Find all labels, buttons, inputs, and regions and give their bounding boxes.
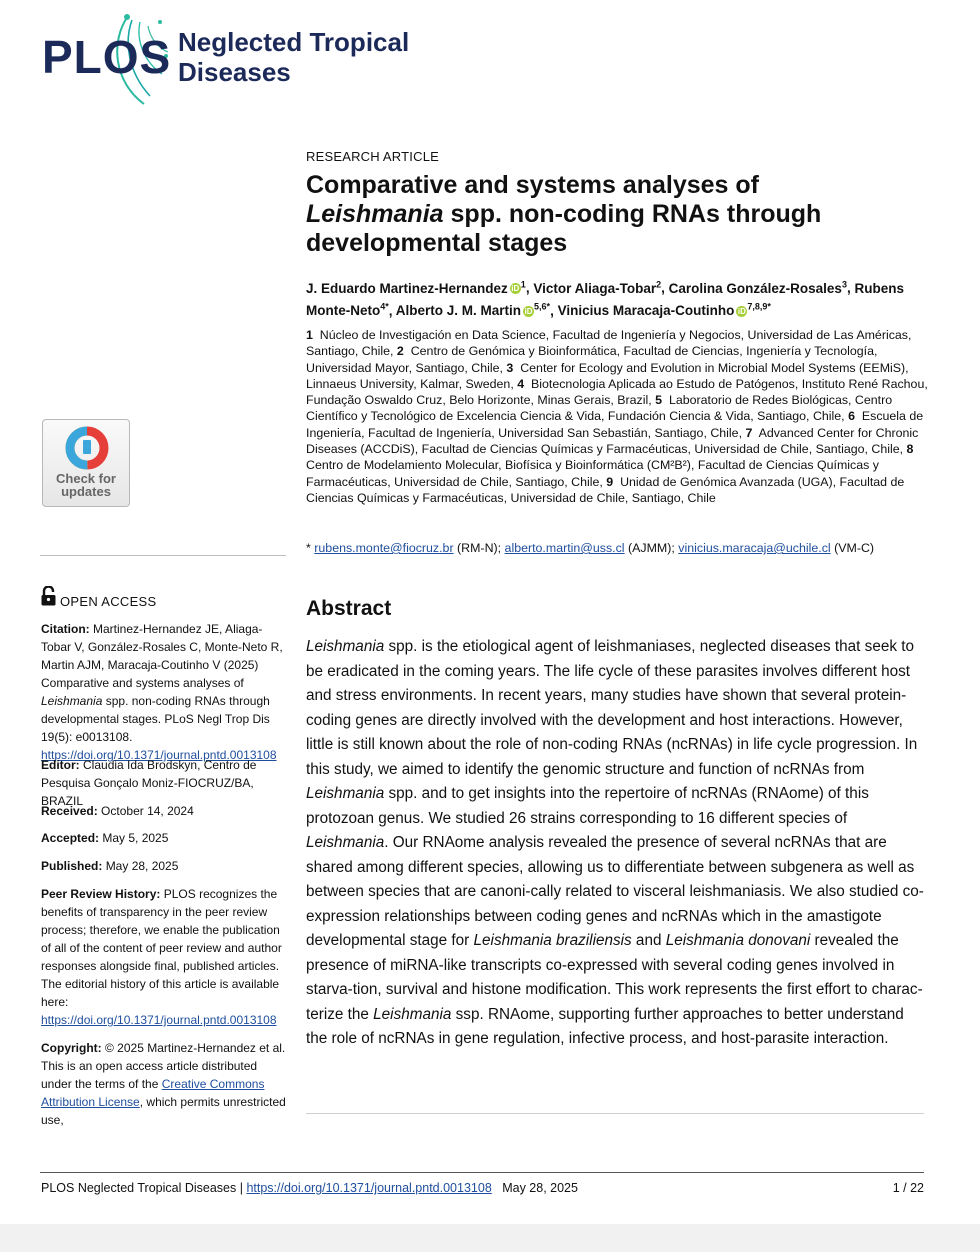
citation-text2: spp. non-coding RNAs through developmental stages. PLoS Negl Trop Dis 19(5): e0013108. <box>41 694 270 744</box>
accepted-label: Accepted: <box>41 831 100 845</box>
abstract-italic: Leishmania <box>306 785 385 802</box>
email-link-2[interactable]: alberto.martin@uss.cl <box>504 541 625 555</box>
abstract-body <box>306 635 926 1052</box>
citation-doi-link[interactable]: https://doi.org/10.1371/journal.pntd.0013108 <box>41 748 277 762</box>
affiliation-number: 9 <box>606 474 614 489</box>
peer-review-block <box>41 885 287 1029</box>
affiliation-number: 4 <box>517 376 525 391</box>
viewer-bottom-band <box>0 1224 980 1252</box>
footer-journal: PLOS Neglected Tropical Diseases | <box>41 1181 243 1195</box>
copyright-label: Copyright: <box>41 1041 102 1055</box>
email-link-1[interactable]: rubens.monte@fiocruz.br <box>314 541 454 555</box>
corresp-who-1: (RM-N); <box>457 541 502 555</box>
author-5 <box>396 303 550 318</box>
citation-text1: Martinez-Hernandez JE, Aliaga-Tobar V, González-Rosales C, Monte-Neto R, Martin AJM, Maracaja-Coutinho V (2025) Comparative and systems analyses of <box>41 622 283 690</box>
affiliation-number: 6 <box>848 409 855 424</box>
affiliation-text: Laboratorio de Redes Biológicas, Centro Científico y Tecnológico de Excelencia Ciencia & Vida, Fundación Ciencia & Vida, Santiago, Chile, <box>306 393 893 424</box>
peer-review-text: PLOS recognizes the benefits of transparency in the peer review process; therefore, we enable the publication of all of the content of peer review and author responses alongside final, published articles. The editorial history of this article is available here: <box>41 887 282 1009</box>
left-divider <box>40 555 286 556</box>
plos-wordmark: PLOS <box>42 31 172 83</box>
abstract-italic: Leishmania braziliensis <box>473 932 632 949</box>
published-block <box>41 857 287 875</box>
citation-label: Citation: <box>41 622 90 636</box>
abstract-text: and <box>631 932 666 949</box>
author-affil-sup: 4* <box>380 301 389 312</box>
author-6 <box>558 303 771 318</box>
affiliation-text: Unidad de Genómica Avanzada (UGA), Facultad de Ciencias Químicas y Farmacéuticas, Universidad de Chile, Santiago, Chile <box>306 474 905 505</box>
affiliation-number: 5 <box>655 393 663 408</box>
check-for-updates-badge[interactable] <box>42 419 130 507</box>
abstract-text: ssp. RNAome, supporting further approaches to better understand the role of ncRNAs in gene regulation, infective process, and host-parasite interaction. <box>306 1005 904 1047</box>
article-type: RESEARCH ARTICLE <box>306 149 439 164</box>
affiliation-text: Núcleo de Investigación en Data Science, Facultad de Ingeniería y Negocios, Universidad de Las Américas, Santiago, Chile, <box>306 328 912 359</box>
abstract-text: revealed the presence of miRNA-like transcripts co-expressed with several coding genes involved in starva-tion, survival and histone modification. This work represents the first effort to charac-terize the <box>306 932 923 1023</box>
author-name: Rubens Monte-Neto <box>306 280 904 318</box>
crossmark-icon <box>65 426 109 470</box>
author-2 <box>533 281 661 296</box>
affiliation-text: Centro de Genómica y Bioinformática, Facultad de Ciencias, Ingeniería y Tecnología, Universidad Mayor, Santiago, Chile, <box>306 344 878 375</box>
copyright-text1: © 2025 Martinez-Hernandez et al. This is an open access article distributed under the terms of the <box>41 1041 286 1091</box>
abstract-italic: Leishmania <box>306 638 385 655</box>
affiliation-number: 2 <box>396 344 404 359</box>
copyright-block <box>41 1039 287 1129</box>
abstract-italic: Leishmania <box>373 1005 452 1023</box>
abstract-text: . Our RNAome analysis revealed the presence of several ncRNAs that are shared among different species, allowing us to differentiate between subgenera as well as between species that are canoni-cally related to visceral leishmaniasis. We also studied co-expression relationships between coding genes and ncRNAs which in the amastigote developmental stage for <box>306 834 924 949</box>
author-1 <box>306 281 526 296</box>
journal-name <box>178 27 409 87</box>
published-label: Published: <box>41 859 103 873</box>
title-part2: spp. non-coding RNAs through developmental stages <box>306 200 822 257</box>
citation-italic: Leishmania <box>41 694 103 708</box>
abstract-italic: Leishmania donovani <box>665 932 811 949</box>
copyright-text2: , which permits unrestricted use, <box>41 1095 286 1127</box>
affiliation-text: Biotecnologia Aplicada ao Estudo de Patógenos, Instituto René Rachou, Fundação Oswaldo Cruz, Belo Horizonte, Minas Gerais, Brazil, <box>306 376 928 408</box>
affiliation-number: 8 <box>906 442 914 457</box>
editor-label: Editor: <box>41 758 80 772</box>
affiliation-text: Advanced Center for Chronic Diseases (ACCDiS), Facultad de Ciencias Químicas y Farmacéuticas, Universidad de Chile, Santiago, Chile, <box>306 425 919 457</box>
orcid-icon[interactable]: iD <box>511 284 520 294</box>
journal-name-line2: Diseases <box>178 57 291 87</box>
abstract-divider <box>306 1113 924 1114</box>
received-block <box>41 802 287 820</box>
peer-review-link[interactable]: https://doi.org/10.1371/journal.pntd.0013108 <box>41 1013 277 1027</box>
received-date: October 14, 2024 <box>101 804 194 818</box>
accepted-date: May 5, 2025 <box>102 831 169 845</box>
affiliation-text: Escuela de Ingeniería, Facultad de Ingeniería, Universidad San Sebastián, Santiago, Chile, <box>306 409 924 440</box>
footer <box>41 1181 578 1195</box>
abstract-heading: Abstract <box>306 597 392 620</box>
author-name: Vinicius Maracaja-Coutinho <box>557 303 735 318</box>
open-access-label: OPEN ACCESS <box>60 594 157 609</box>
title-part1: Comparative and systems analyses of <box>306 171 759 199</box>
peer-review-label: Peer Review History: <box>41 887 161 901</box>
corresp-who-3: (VM-C) <box>834 541 875 555</box>
journal-name-line1: Neglected Tropical <box>178 27 410 57</box>
footer-date: May 28, 2025 <box>502 1181 578 1195</box>
published-date: May 28, 2025 <box>105 859 179 873</box>
author-affil-sup: 1 <box>520 279 526 289</box>
corresp-star: * <box>306 541 311 555</box>
affiliations <box>306 327 928 506</box>
abstract-text: spp. and to get insights into the repertoire of ncRNAs (RNAome) of this protozoan genus. We studied 26 strains corresponding to 16 different species of <box>306 785 869 827</box>
affiliation-text: Centro de Modelamiento Molecular, Biofísica y Bioinformática (CM²B²), Facultad de Ciencias Químicas y Farmacéuticas, Universidad de Chile, Santiago, Chile, <box>306 442 917 489</box>
page-number: 1 / 22 <box>892 1181 924 1195</box>
affiliation-number: 3 <box>506 360 514 375</box>
author-name: Carolina González-Rosales <box>668 280 842 296</box>
check-updates-label: Check for updates <box>56 471 116 499</box>
author-name: J. Eduardo Martinez-Hernandez <box>306 280 508 296</box>
cc-license-link[interactable]: Creative Commons Attribution License <box>41 1077 265 1109</box>
accepted-block <box>41 829 287 847</box>
affiliation-number: 7 <box>745 425 753 440</box>
orcid-icon[interactable]: iD <box>524 306 533 316</box>
author-affil-sup: 2 <box>656 279 662 289</box>
author-affil-sup: 5,6* <box>534 301 551 312</box>
author-affil-sup: 3 <box>841 279 847 289</box>
orcid-icon[interactable]: iD <box>737 306 746 316</box>
affiliation-number: 1 <box>306 328 313 342</box>
footer-rule <box>40 1172 924 1173</box>
open-lock-icon <box>41 586 56 606</box>
author-list: J. Eduardo Martinez-Hernandez iD $^1$, Victor Aliaga-Tobar$^2$, Carolina González-Rosales$^3$, Rubens Monte-Neto$^{4*}$, Alberto J. M. Martin iD $^{5,6*}$, Vinicius Maracaja-Coutinho iD $^{7,8,9*}$ <box>306 279 904 318</box>
author-affil-sup: 7,8,9* <box>747 301 771 312</box>
received-label: Received: <box>41 804 98 818</box>
corresp-who-2: (AJMM); <box>628 541 675 555</box>
affiliation-text: Center for Ecology and Evolution in Microbial Model Systems (EEMiS), Linnaeus University, Kalmar, Sweden, <box>306 360 909 391</box>
footer-doi-link[interactable]: https://doi.org/10.1371/journal.pntd.0013108 <box>246 1181 492 1195</box>
editor-text: Claudia Ida Brodskyn, Centro de Pesquisa Gonçalo Moniz-FIOCRUZ/BA, BRAZIL <box>41 758 257 808</box>
email-link-3[interactable]: vinicius.maracaja@uchile.cl <box>678 541 831 555</box>
author-name: Victor Aliaga-Tobar <box>533 280 657 296</box>
abstract-text: spp. is the etiological agent of leishmaniases, neglected diseases that seek to be eradicated in the coming years. The life cycle of these parasites involves different host and stress environments. In recent years, many studies have shown that several protein-coding genes are directly involved with the development and host interactions. However, little is still known about the role of non-coding RNAs (ncRNAs) in life cycle progression. In this study, we aimed to identify the genomic structure and function of ncRNAs from <box>306 638 918 778</box>
title-italic: Leishmania <box>306 200 444 228</box>
author-3 <box>669 281 847 296</box>
abstract-italic: Leishmania <box>306 834 385 851</box>
author-name: Alberto J. M. Martin <box>395 303 522 318</box>
article-title <box>306 171 926 258</box>
correspondence <box>306 540 928 556</box>
citation-block <box>41 620 287 764</box>
